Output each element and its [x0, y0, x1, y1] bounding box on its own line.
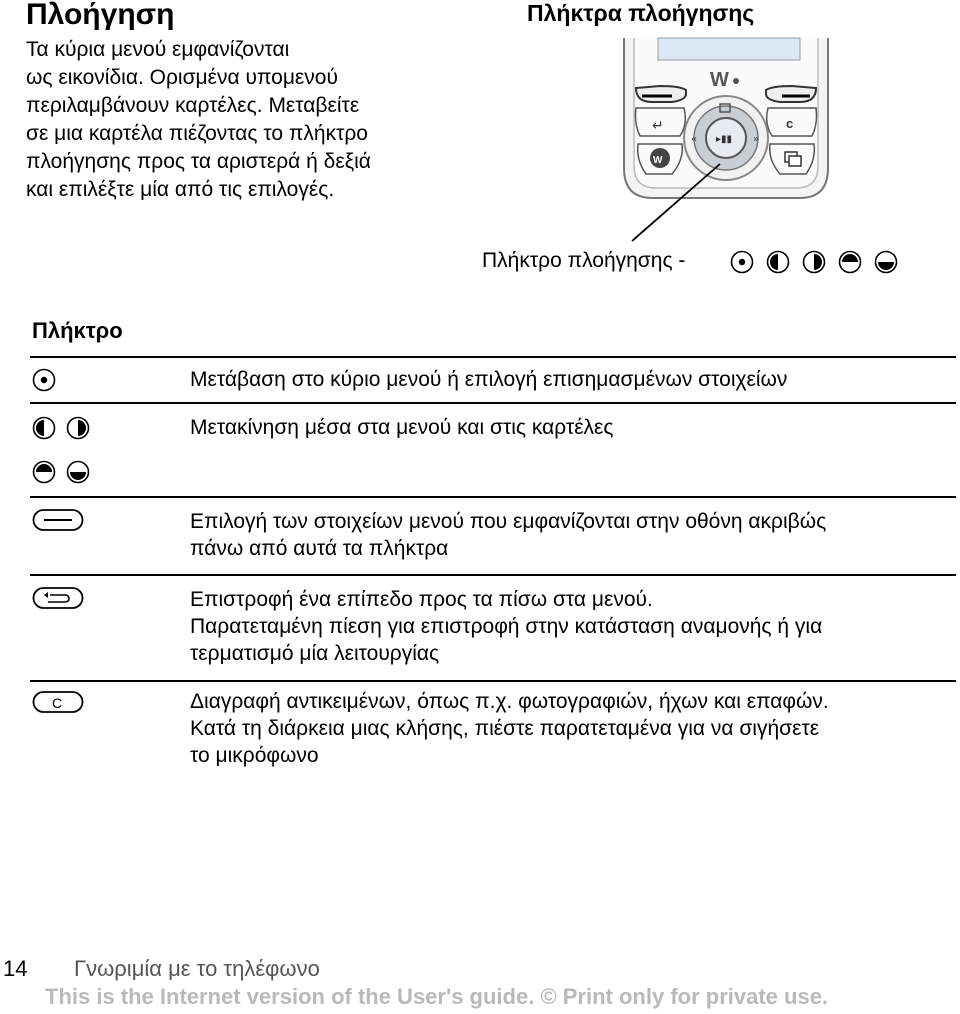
svg-text:W: W [653, 155, 663, 166]
clear-key-label: c [786, 116, 794, 131]
left-selection-key-icon [636, 86, 686, 102]
table-row-description [190, 366, 950, 393]
table-rule [30, 356, 956, 358]
nav-down-icon [874, 250, 898, 274]
right-selection-key-icon [766, 86, 816, 102]
intro-line: ως εικονίδια. Ορισμένα υπομενού [26, 66, 338, 89]
description-line: Επιλογή των στοιχείων μενού που εμφανίζονται στην οθόνη ακριβώς [190, 510, 827, 533]
description-line: Παρατεταμένη πίεση για επιστροφή στην κατάσταση αναμονής ή για [190, 615, 823, 638]
description-line: τερματισμό μία λειτουργίας [190, 642, 440, 665]
table-row-keys [32, 368, 56, 392]
description-line: το μικρόφωνο [190, 744, 319, 767]
navigation-key-caption: Πλήκτρο πλοήγησης - [482, 249, 686, 272]
nav-center-icon [32, 368, 56, 392]
nav-up-icon [32, 460, 56, 484]
nav-left-icon [766, 250, 790, 274]
walkman-logo-icon: W [710, 69, 729, 91]
clear-key-label: C [52, 695, 63, 711]
phone-illustration [560, 28, 900, 258]
description-line: Επιστροφή ένα επίπεδο προς τα πίσω στα μενού. [190, 588, 653, 611]
table-row-description [190, 688, 950, 769]
intro-paragraph [26, 36, 446, 204]
svg-text:»: » [753, 134, 760, 145]
svg-text:«: « [691, 134, 698, 145]
table-row-description [190, 508, 950, 562]
intro-line: Τα κύρια μενού εμφανίζονται [26, 38, 290, 61]
nav-up-icon [838, 250, 862, 274]
table-rule [30, 496, 956, 498]
nav-right-icon [802, 250, 826, 274]
nav-left-icon [32, 416, 56, 440]
intro-line: πλοήγησης προς τα αριστερά ή δεξιά [26, 150, 371, 173]
table-row-description [190, 586, 950, 667]
table-row-keys [32, 460, 90, 484]
description-line: πάνω από αυτά τα πλήκτρα [190, 537, 449, 560]
table-row-keys [32, 690, 84, 714]
nav-right-icon [66, 416, 90, 440]
table-row-keys [32, 586, 84, 610]
navigation-key-icons [730, 250, 898, 274]
table-heading: Πλήκτρο [32, 318, 123, 343]
svg-text:▸▮▮: ▸▮▮ [716, 134, 733, 145]
table-row-keys [32, 416, 90, 440]
clear-key-icon [32, 690, 84, 714]
disclaimer-text: This is the Internet version of the User's guide. © Print only for private use. [45, 984, 829, 1009]
table-row-description [190, 414, 950, 441]
description-line: Κατά τη διάρκεια μιας κλήσης, πιέστε παρατεταμένα για να σιγήσετε [190, 717, 820, 740]
table-rule [30, 402, 956, 404]
back-key-icon [32, 586, 84, 610]
intro-line: περιλαμβάνουν καρτέλες. Μεταβείτε [26, 94, 360, 117]
page-number: 14 [3, 956, 28, 981]
nav-center-icon [730, 250, 754, 274]
table-rule [30, 680, 956, 682]
description-line: Μετακίνηση μέσα στα μενού και στις καρτέλες [190, 416, 614, 439]
description-line: Διαγραφή αντικειμένων, όπως π.χ. φωτογραφιών, ήχων και επαφών. [190, 690, 829, 713]
table-rule [30, 574, 956, 576]
description-line: Μετάβαση στο κύριο μενού ή επιλογή επισημασμένων στοιχείων [190, 368, 788, 391]
intro-line: και επιλέξτε μία από τις επιλογές. [26, 178, 335, 201]
intro-line: σε μια καρτέλα πιέζοντας το πλήκτρο [26, 122, 368, 145]
selection-key-icon [32, 508, 84, 532]
svg-text:↵: ↵ [652, 118, 664, 134]
section-name: Γνωριμία με το τηλέφωνο [74, 956, 320, 981]
figure-title: Πλήκτρα πλοήγησης [527, 0, 755, 26]
page-title: Πλοήγηση [26, 0, 175, 31]
nav-down-icon [66, 460, 90, 484]
table-row-keys [32, 508, 84, 532]
